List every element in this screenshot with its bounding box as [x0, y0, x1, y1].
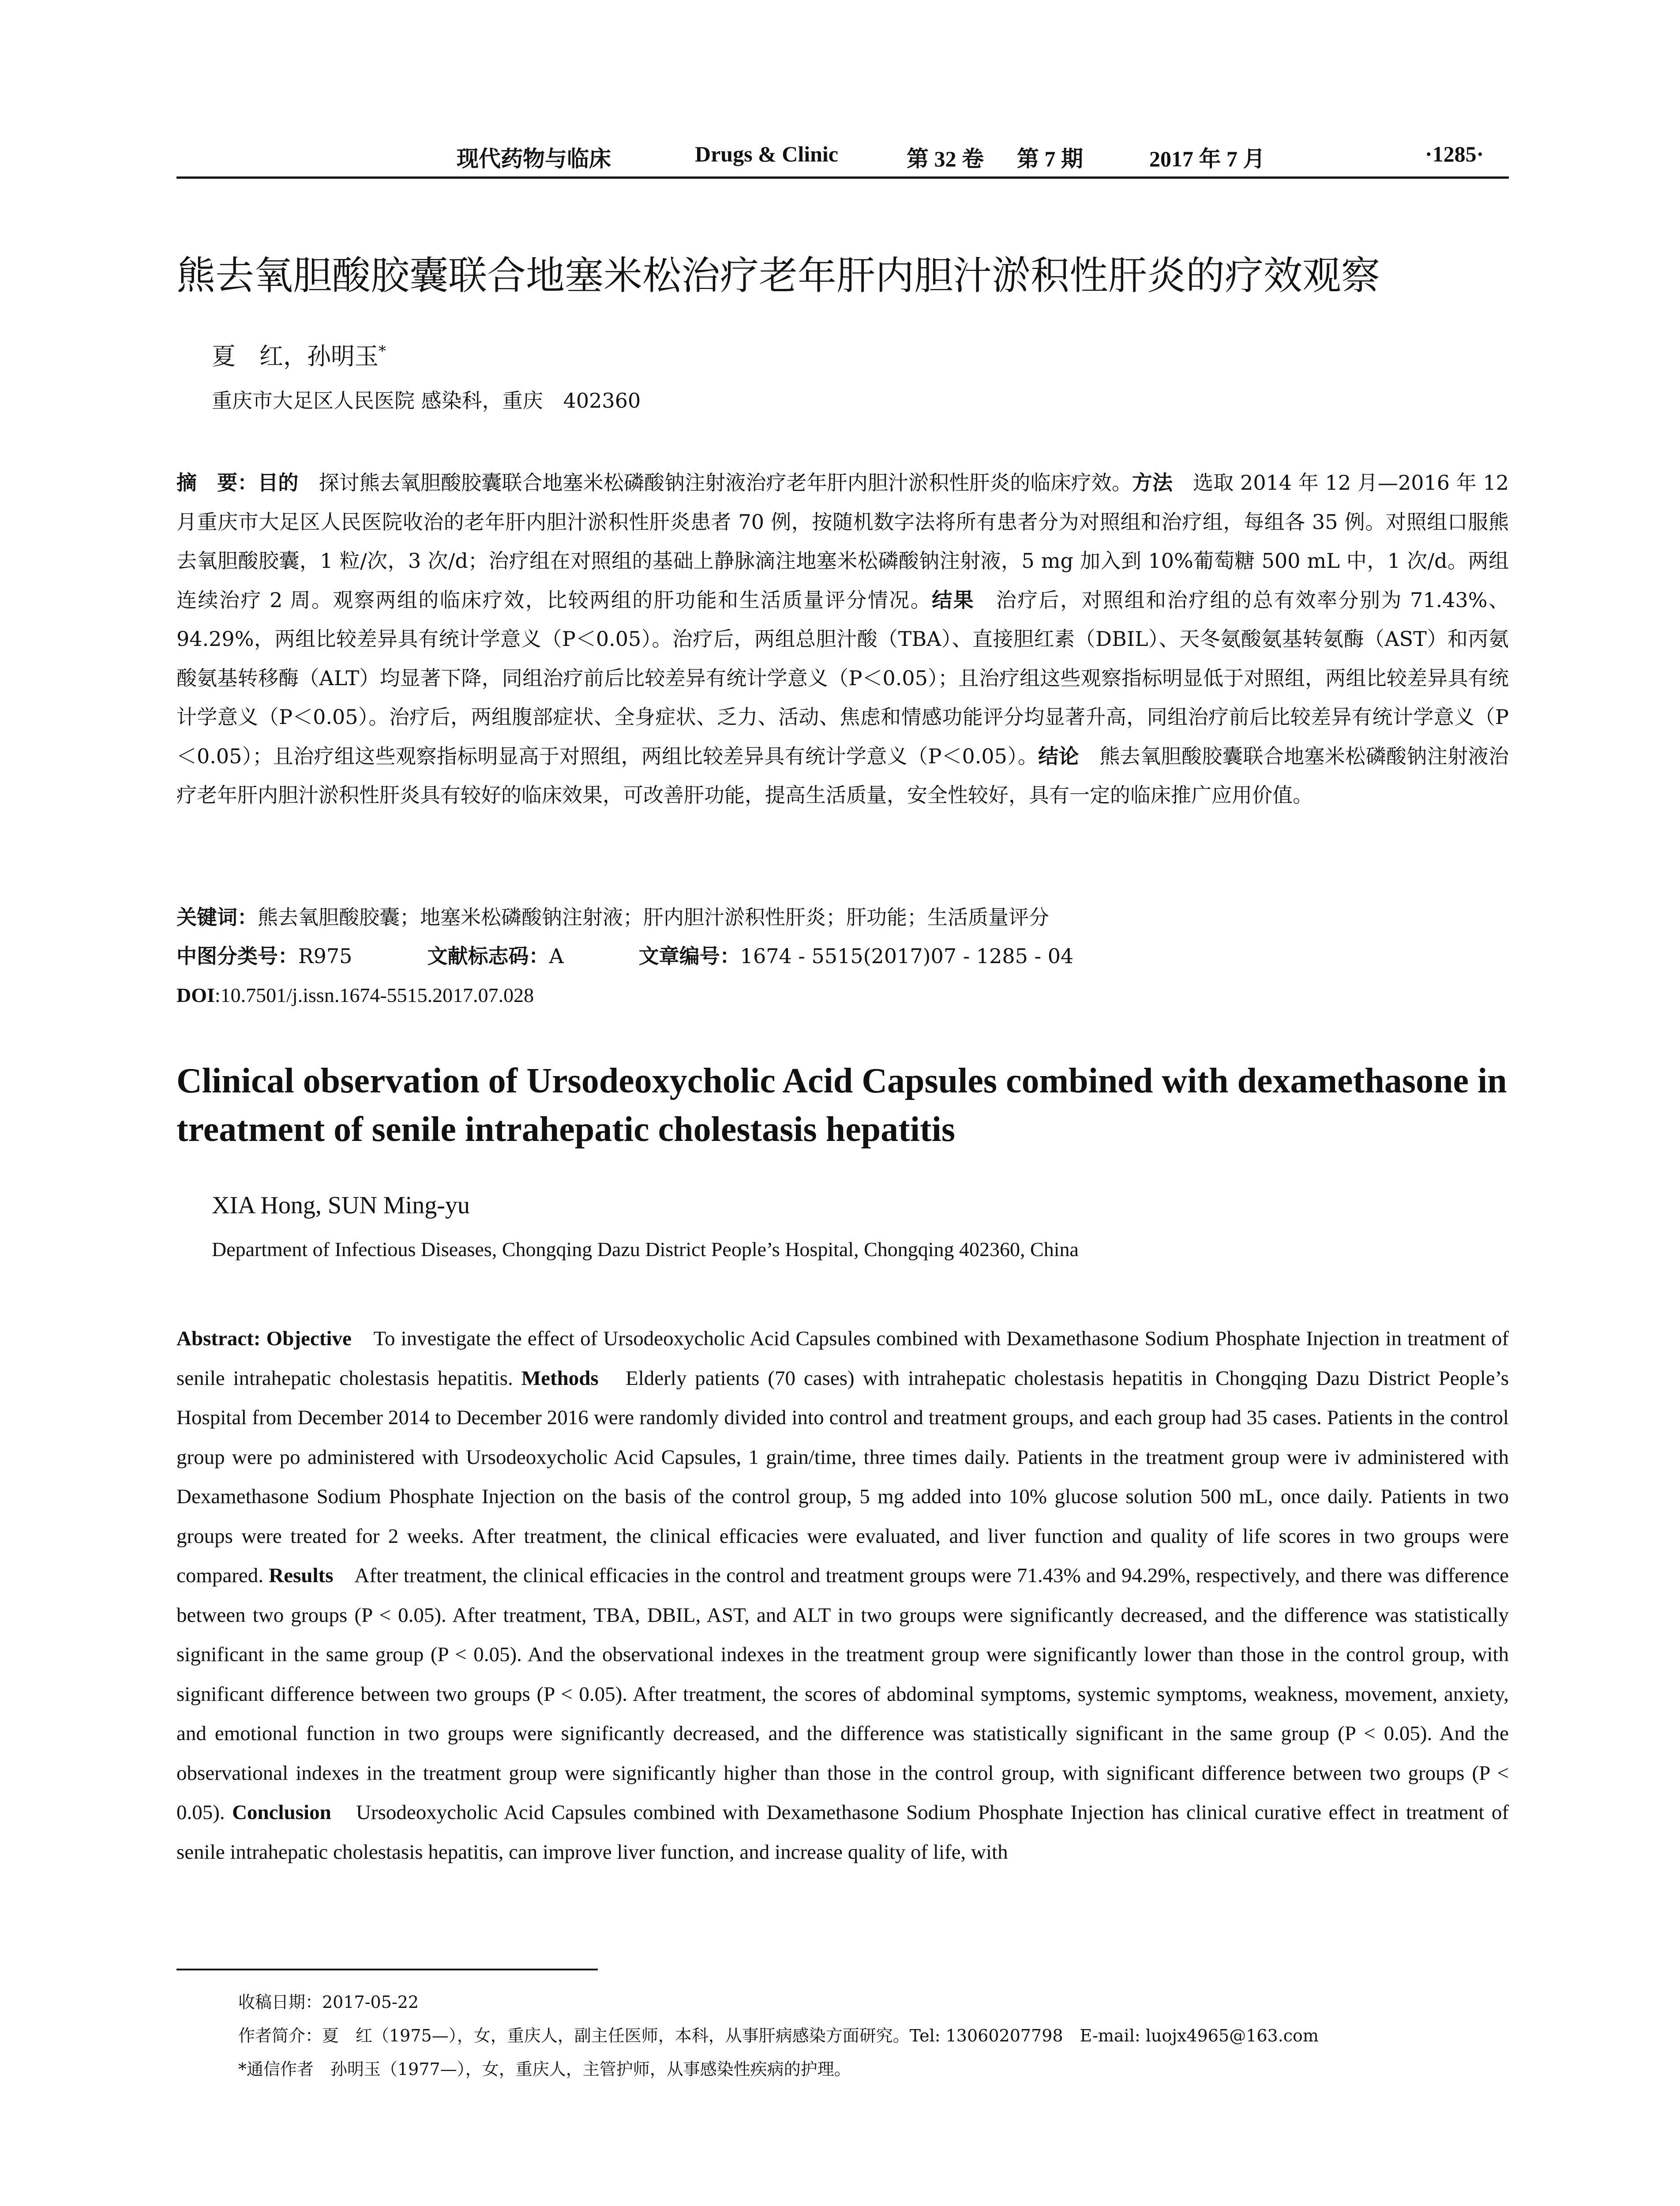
doi-row: [176, 975, 1509, 1014]
conclusion-cn-text: 熊去氧胆酸胶囊联合地塞米松磷酸钠注射液治疗老年肝内胆汁淤积性肝炎具有较好的临床效果，可改善肝功能，提高生活质量，安全性较好，具有一定的临床推广应用价值。: [176, 744, 1509, 807]
abstract-en: [176, 1319, 1509, 1872]
page-number: ·1285·: [1425, 142, 1484, 166]
keywords-cn: [176, 898, 1509, 937]
clc-label: 中图分类号：: [176, 944, 298, 968]
title-en: Clinical observation of Ursodeoxycholic Acid Capsules combined with dexamethasone in treatment of senile intrahepatic cholestasis hepatitis: [176, 1062, 1507, 1149]
results-cn-label: 结果: [932, 588, 975, 612]
journal-volume: 第 32 卷: [907, 146, 984, 171]
corresponding-author: *通信作者 孙明玉（1977—），女，重庆人，主管护师，从事感染性疾病的护理。: [238, 2060, 851, 2079]
journal-date: 2017 年 7 月: [1149, 146, 1265, 171]
results-en-text: After treatment, the clinical efficacies in the control and treatment groups were 71.43% and 94.29%, respectively, and there was difference between two groups (P < 0.05). After treatment, TBA, DBIL, AST, and ALT in two groups were significantly decreased, and the difference was statistically significant in the same group (P < 0.05). And the observational indexes in the treatment group were significantly lower than those in the control group, with significant difference between two groups (P < 0.05). After treatment, the scores of abdominal symptoms, systemic symptoms, weakness, movement, anxiety, and emotional function in two groups were significantly decreased, and the difference was statistically significant in the same group (P < 0.05). And the observational indexes in the treatment group were significantly higher than those in the control group, with significant difference between two groups (P < 0.05).: [176, 1564, 1509, 1824]
running-header: [176, 141, 1509, 176]
objective-en-text: To investigate the effect of Ursodeoxycholic Acid Capsules combined with Dexamethasone Sodium Phosphate Injection in treatment of senile intrahepatic cholestasis hepatitis.: [176, 1327, 1509, 1390]
conclusion-cn-label: 结论: [1038, 744, 1079, 768]
authors-cn: [212, 338, 386, 371]
title-cn: 熊去氧胆酸胶囊联合地塞米松治疗老年肝内胆汁淤积性肝炎的疗效观察: [176, 253, 1380, 298]
abstract-en-label: Abstract: Objective: [176, 1327, 352, 1350]
article-number-value: 1674 - 5515(2017)07 - 1285 - 04: [740, 944, 1074, 968]
doc-code-value: A: [549, 944, 564, 968]
objective-cn-label: 目的: [258, 471, 299, 495]
affiliation-cn: 重庆市大足区人民医院 感染科，重庆 402360: [212, 389, 641, 413]
authors-cn-names: 夏 红，孙明玉: [212, 342, 379, 370]
clc-value: R975: [298, 944, 352, 968]
classification-row: [176, 937, 1509, 975]
footnote-rule: [176, 1969, 598, 1970]
abstract-cn-label: 摘 要：: [176, 471, 258, 495]
doi-label: DOI: [176, 984, 215, 1006]
journal-name-en: Drugs & Clinic: [695, 142, 838, 166]
methods-en-label: Methods: [521, 1366, 599, 1390]
abstract-cn: [176, 463, 1509, 815]
authors-en: XIA Hong, SUN Ming-yu: [212, 1192, 470, 1219]
objective-cn-text: 探讨熊去氧胆酸胶囊联合地塞米松磷酸钠注射液治疗老年肝内胆汁淤积性肝炎的临床疗效。: [298, 471, 1132, 495]
article-metadata: [176, 898, 1509, 1014]
results-en-label: Results: [269, 1564, 334, 1587]
affiliation-en: Department of Infectious Diseases, Chongqing Dazu District People’s Hospital, Chongqing 402360, China: [212, 1238, 1079, 1261]
corresponding-mark: *: [379, 342, 386, 360]
conclusion-en-label: Conclusion: [232, 1801, 331, 1824]
author-bio: 作者简介：夏 红（1975—），女，重庆人，副主任医师，本科，从事肝病感染方面研究。Tel: 13060207798 E-mail: luojx4965@163.com: [238, 2026, 1319, 2045]
doc-code-label: 文献标志码：: [427, 944, 549, 968]
methods-cn-label: 方法: [1132, 471, 1173, 495]
journal-name-cn: 现代药物与临床: [457, 146, 611, 171]
keywords-cn-text: 熊去氧胆酸胶囊；地塞米松磷酸钠注射液；肝内胆汁淤积性肝炎；肝功能；生活质量评分: [258, 905, 1049, 929]
results-cn-text: 治疗后，对照组和治疗组的总有效率分别为 71.43%、94.29%，两组比较差异具有统计学意义（P＜0.05）。治疗后，两组总胆汁酸（TBA）、直接胆红素（DBIL）、天冬氨酸氨基转氨酶（AST）和丙氨酸氨基转移酶（ALT）均显著下降，同组治疗前后比较差异有统计学意义（P＜0.05）；且治疗组这些观察指标明显低于对照组，两组比较差异具有统计学意义（P＜0.05）。治疗后，两组腹部症状、全身症状、乏力、活动、焦虑和情感功能评分均显著升高，同组治疗前后比较差异有统计学意义（P＜0.05）；且治疗组这些观察指标明显高于对照组，两组比较差异具有统计学意义（P＜0.05）。: [176, 588, 1509, 768]
keywords-cn-label: 关键词：: [176, 905, 258, 929]
journal-issue: 第 7 期: [1017, 146, 1083, 171]
doi-value: :10.7501/j.issn.1674-5515.2017.07.028: [214, 984, 534, 1006]
methods-cn-text: 选取 2014 年 12 月—2016 年 12 月重庆市大足区人民医院收治的老年肝内胆汁淤积性肝炎患者 70 例，按随机数字法将所有患者分为对照组和治疗组，每组各 35 例。对照组口服熊去氧胆酸胶囊，1 粒/次，3 次/d；治疗组在对照组的基础上静脉滴注地塞米松磷酸钠注射液，5 mg 加入到 10%葡萄糖 500 mL 中，1 次/d。两组连续治疗 2 周。观察两组的临床疗效，比较两组的肝功能和生活质量评分情况。: [176, 471, 1509, 612]
conclusion-en-text: Ursodeoxycholic Acid Capsules combined with Dexamethasone Sodium Phosphate Injection has clinical curative effect in treatment of senile intrahepatic cholestasis hepatitis, can improve liver function, and increase quality of life, with: [176, 1801, 1509, 1864]
header-rule: [176, 176, 1509, 179]
article-number-label: 文章编号：: [638, 944, 740, 968]
received-date: 收稿日期：2017-05-22: [238, 1992, 419, 2012]
footnotes: [238, 1985, 1319, 2086]
methods-en-text: Elderly patients (70 cases) with intrahepatic cholestasis hepatitis in Chongqing Dazu District People’s Hospital from December 2014 to December 2016 were randomly divided into control and treatment groups, and each group had 35 cases. Patients in the control group were po administered with Ursodeoxycholic Acid Capsules, 1 grain/time, three times daily. Patients in the treatment group were iv administered with Dexamethasone Sodium Phosphate Injection on the basis of the control group, 5 mg added into 10% glucose solution 500 mL, once daily. Patients in two groups were treated for 2 weeks. After treatment, the clinical efficacies were evaluated, and liver function and quality of life scores in two groups were compared.: [176, 1366, 1509, 1587]
